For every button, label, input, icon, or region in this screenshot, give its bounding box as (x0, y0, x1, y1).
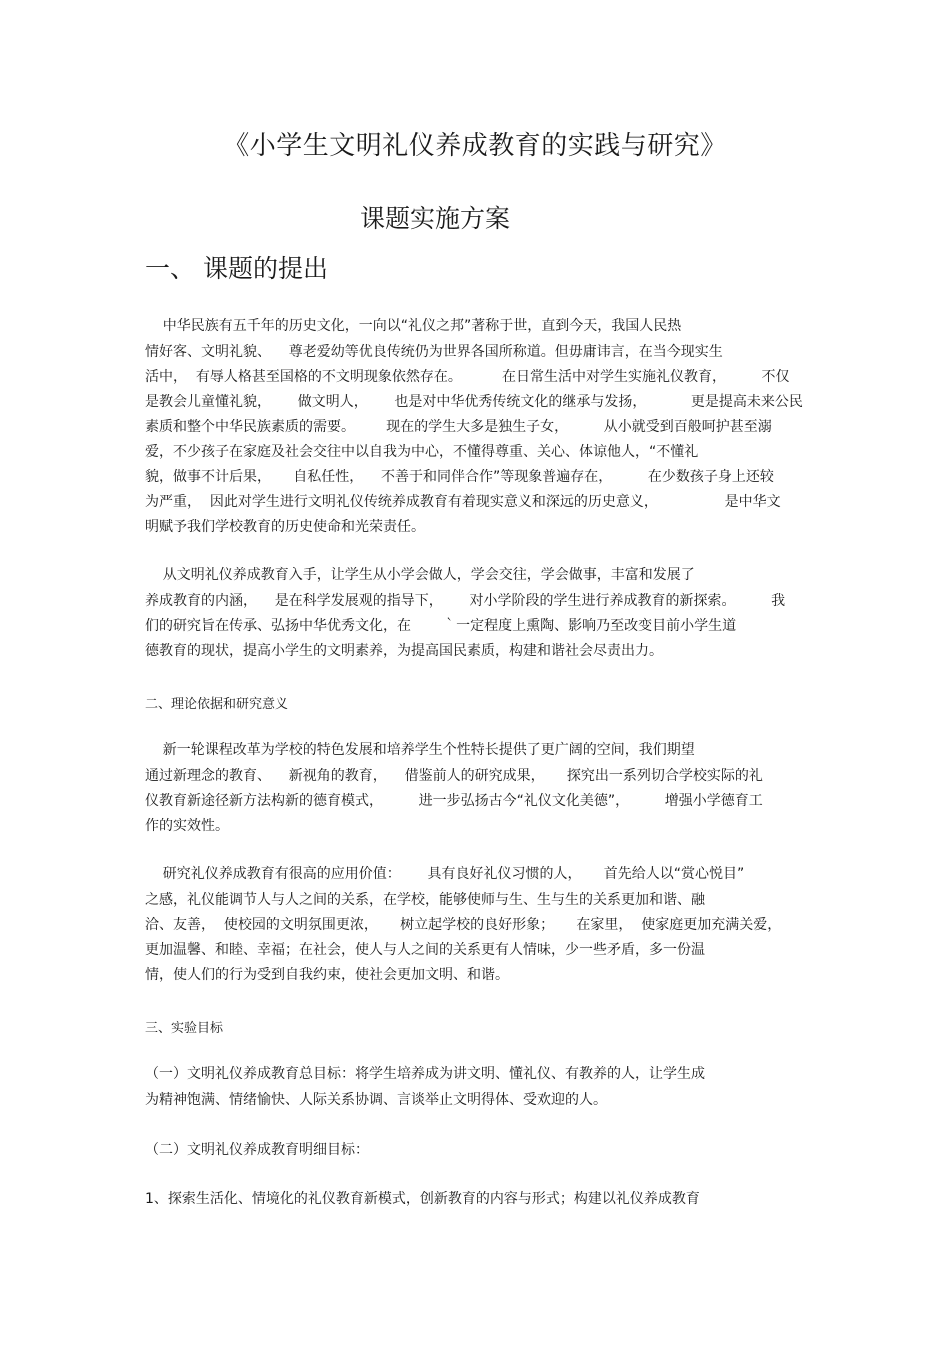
paragraph-line: 明赋予我们学校教育的历史使命和光荣责任。 (145, 519, 425, 535)
paragraph-line: 新一轮课程改革为学校的特色发展和培养学生个性特长提供了更广阔的空间，我们期望 (145, 742, 695, 758)
paragraph-line: 素质和整个中华民族素质的需要。 现在的学生大多是独生子女， 从小就受到百般呵护甚至溺 (145, 419, 772, 435)
paragraph-line: 为严重， 因此对学生进行文明礼仪传统养成教育有着现实意义和深远的历史意义， 是中华文 (145, 494, 781, 510)
paragraph-line: 中华民族有五千年的历史文化，一向以“礼仪之邦”著称于世，直到今天，我国人民热 (145, 318, 682, 334)
paragraph-line: 为精神饱满、情绪愉快、人际关系协调、言谈举止文明得体、受欢迎的人。 (145, 1092, 607, 1108)
paragraph-line: 研究礼仪养成教育有很高的应用价值： 具有良好礼仪习惯的人， 首先给人以“赏心悦目” (145, 866, 745, 882)
paragraph-line: 之感，礼仪能调节人与人之间的关系，在学校，能够使师与生、生与生的关系更加和谐、融 (145, 892, 705, 908)
section3-heading: 三、实验目标 (145, 1021, 224, 1036)
section1-heading: 一、 课题的提出 (145, 254, 328, 283)
document-subtitle: 课题实施方案 (360, 204, 511, 233)
section2-heading: 二、理论依据和研究意义 (145, 697, 289, 712)
paragraph-line: 爱，不少孩子在家庭及社会交往中以自我为中心，不懂得尊重、关心、体谅他人，“不懂礼 (145, 444, 699, 460)
paragraph-line: 貌，做事不计后果， 自私任性， 不善于和同伴合作”等现象普遍存在， 在少数孩子身上还较 (145, 469, 774, 485)
goal-item-1: 1、探索生活化、情境化的礼仪教育新模式，创新教育的内容与形式；构建以礼仪养成教育 (145, 1191, 700, 1207)
paragraph-line: 情好客、文明礼貌、 尊老爱幼等优良传统仍为世界各国所称道。但毋庸讳言，在当今现实生 (145, 344, 723, 360)
paragraph-line: 仪教育新途径新方法构新的德育模式， 进一步弘扬古今“礼仪文化美德”， 增强小学德育工 (145, 793, 763, 809)
paragraph-line: 洽、友善， 使校园的文明氛围更浓， 树立起学校的良好形象； 在家里， 使家庭更加充满关爱， (145, 917, 782, 933)
paragraph-line: 德教育的现状，提高小学生的文明素养，为提高国民素质，构建和谐社会尽责出力。 (145, 643, 663, 659)
paragraph-line: 们的研究旨在传承、弘扬中华优秀文化，在 ｀一定程度上熏陶、影响乃至改变目前小学生道 (145, 618, 737, 634)
paragraph-line: 作的实效性。 (145, 818, 229, 834)
document-title: 《小学生文明礼仪养成教育的实践与研究》 (223, 131, 727, 161)
paragraph-line: 养成教育的内涵， 是在科学发展观的指导下， 对小学阶段的学生进行养成教育的新探索。 我 (145, 593, 786, 609)
paragraph-line: （一）文明礼仪养成教育总目标：将学生培养成为讲文明、懂礼仪、有教养的人，让学生成 (145, 1066, 705, 1082)
paragraph-line: 通过新理念的教育、 新视角的教育， 借鉴前人的研究成果， 探究出一系列切合学校实际的礼 (145, 768, 763, 784)
paragraph-line: 活中， 有辱人格甚至国格的不文明现象依然存在。 在日常生活中对学生实施礼仪教育， 不仅 (145, 369, 790, 385)
paragraph-line: 是教会儿童懂礼貌， 做文明人， 也是对中华优秀传统文化的继承与发扬， 更是提高未来公民 (145, 394, 803, 410)
goal-2-heading: （二）文明礼仪养成教育明细目标： (145, 1142, 369, 1158)
paragraph-line: 更加温馨、和睦、幸福；在社会，使人与人之间的关系更有人情味，少一些矛盾，多一份温 (145, 942, 705, 958)
paragraph-line: 从文明礼仪养成教育入手，让学生从小学会做人，学会交往，学会做事，丰富和发展了 (145, 567, 695, 583)
paragraph-line: 情，使人们的行为受到自我约束，使社会更加文明、和谐。 (145, 967, 509, 983)
